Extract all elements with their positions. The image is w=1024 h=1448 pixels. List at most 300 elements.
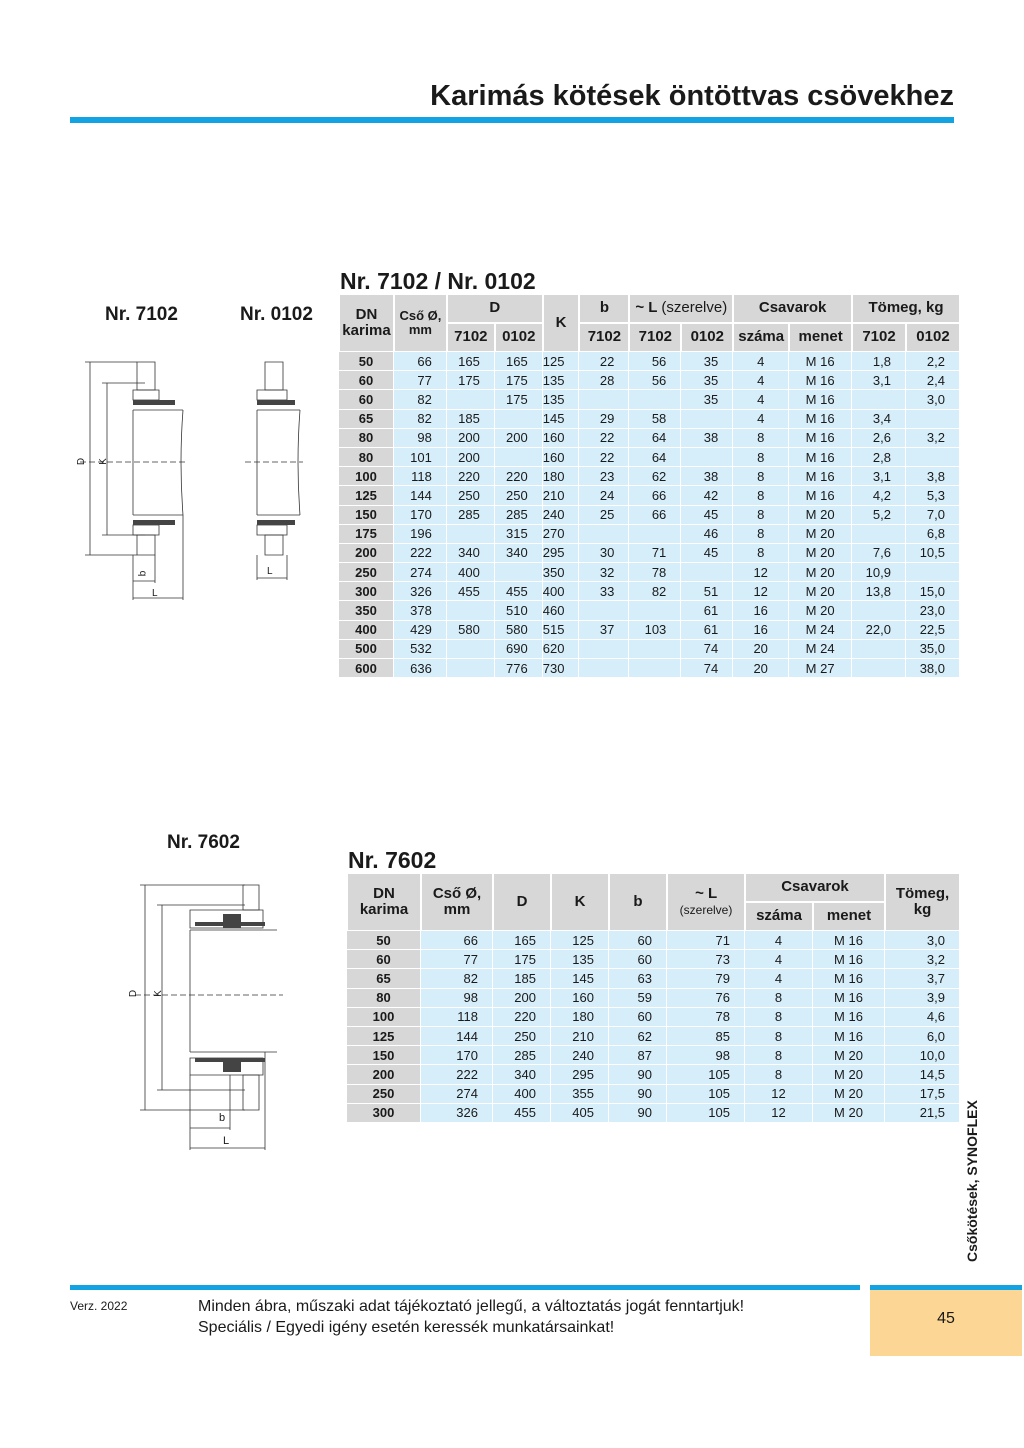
table-row	[339, 429, 960, 448]
table-row	[347, 950, 960, 969]
table-cell: 38	[681, 467, 733, 486]
table-row	[339, 371, 960, 390]
table-cell: 2,8	[852, 448, 906, 467]
table-cell: 455	[447, 582, 495, 601]
table-cell: 35,0	[906, 640, 960, 659]
table-cell: 200	[493, 989, 551, 1008]
table-cell	[629, 659, 681, 678]
cell-dn: 250	[339, 563, 394, 582]
table-cell	[495, 448, 543, 467]
table-cell: 7,0	[906, 506, 960, 525]
table-cell: 580	[495, 621, 543, 640]
table-7102-0102	[339, 294, 960, 678]
cell-dn: 100	[339, 467, 394, 486]
cell-dn: 300	[339, 582, 394, 601]
table-cell: 240	[543, 506, 580, 525]
table-cell: 400	[447, 563, 495, 582]
table-cell: 38	[681, 429, 733, 448]
table-cell	[852, 640, 906, 659]
table-cell: 690	[495, 640, 543, 659]
table-cell: 8	[733, 448, 789, 467]
col-tomeg-7102: 7102	[852, 323, 906, 352]
table-cell: 8	[733, 544, 789, 563]
table-cell: 8	[733, 486, 789, 505]
table-cell: 24	[579, 486, 629, 505]
table-cell: 3,2	[885, 950, 960, 969]
table-cell: 125	[551, 931, 609, 950]
table-cell: 8	[745, 1027, 813, 1046]
col2-menet: menet	[813, 902, 885, 931]
table-cell: 185	[493, 969, 551, 988]
table-cell: M 20	[789, 563, 852, 582]
table-cell: 175	[495, 390, 543, 409]
table-cell: 3,1	[852, 467, 906, 486]
table-cell: 730	[543, 659, 580, 678]
table-cell: 60	[609, 1008, 667, 1027]
table-row	[347, 969, 960, 988]
table-row	[347, 1065, 960, 1084]
col-L-7102: 7102	[629, 323, 681, 352]
col-tomeg: Tömeg, kg	[852, 294, 960, 323]
table-cell: 63	[609, 969, 667, 988]
col-K: K	[543, 294, 580, 352]
cell-dn: 60	[347, 950, 421, 969]
table-cell: 135	[543, 371, 580, 390]
side-category-label: Csőkötések, SYNOFLEX	[964, 1100, 980, 1262]
table-cell: 3,9	[885, 989, 960, 1008]
table-row	[339, 582, 960, 601]
table-cell: 2,4	[906, 371, 960, 390]
table-cell: 210	[543, 486, 580, 505]
table-cell: 85	[667, 1027, 745, 1046]
table-cell: 66	[629, 506, 681, 525]
table-cell: 200	[447, 429, 495, 448]
table-cell	[852, 390, 906, 409]
table-cell: 45	[681, 506, 733, 525]
cell-dn: 80	[347, 989, 421, 1008]
table-cell: 30	[579, 544, 629, 563]
table-cell: 77	[394, 371, 447, 390]
table-cell	[579, 640, 629, 659]
table-cell: 45	[681, 544, 733, 563]
table-cell: 90	[609, 1085, 667, 1104]
table-cell: M 20	[813, 1085, 885, 1104]
table-cell: 8	[745, 1046, 813, 1065]
table-cell: 145	[551, 969, 609, 988]
table-cell: 42	[681, 486, 733, 505]
table-cell	[629, 601, 681, 620]
table-cell	[447, 659, 495, 678]
table-cell: 4	[733, 390, 789, 409]
table-cell: 4	[745, 931, 813, 950]
table-cell: 200	[495, 429, 543, 448]
table-cell: 8	[733, 506, 789, 525]
table-row	[339, 621, 960, 640]
table-cell: 165	[495, 352, 543, 371]
table-cell: 3,2	[906, 429, 960, 448]
table-cell: 105	[667, 1065, 745, 1084]
table-cell: M 16	[813, 950, 885, 969]
cell-dn: 125	[347, 1027, 421, 1046]
section2-title: Nr. 7602	[348, 847, 437, 873]
page-number: 45	[937, 1310, 955, 1327]
cell-dn: 60	[339, 390, 394, 409]
table-cell: M 16	[789, 467, 852, 486]
dim-D-7102: D	[76, 457, 88, 466]
table-cell: 175	[495, 371, 543, 390]
table-cell: 4	[745, 950, 813, 969]
table-cell: 3,8	[906, 467, 960, 486]
table-cell: 118	[394, 467, 447, 486]
table-cell: 58	[629, 410, 681, 429]
table-cell: 160	[543, 429, 580, 448]
col-csavarok: Csavarok	[733, 294, 852, 323]
table-cell: 175	[447, 371, 495, 390]
table-cell: 2,2	[906, 352, 960, 371]
table-cell: M 16	[789, 486, 852, 505]
table-cell	[906, 448, 960, 467]
table-cell: 144	[421, 1027, 493, 1046]
table-cell: 315	[495, 525, 543, 544]
table-cell: 400	[543, 582, 580, 601]
table-cell: 340	[493, 1065, 551, 1084]
col2-tomeg: Tömeg, kg	[885, 873, 960, 931]
table-cell: 8	[745, 1008, 813, 1027]
table-cell: 10,0	[885, 1046, 960, 1065]
table-cell: 175	[493, 950, 551, 969]
table-cell: M 27	[789, 659, 852, 678]
col-dn: DN karima	[339, 294, 394, 352]
table-cell: 103	[629, 621, 681, 640]
figure-7602-title: Nr. 7602	[167, 832, 240, 853]
table-cell: 350	[543, 563, 580, 582]
table-cell: M 16	[813, 1008, 885, 1027]
table-cell: 82	[629, 582, 681, 601]
table-cell: 295	[551, 1065, 609, 1084]
dim-D-7602: D	[128, 989, 140, 998]
table-cell: 5,2	[852, 506, 906, 525]
table-cell: 196	[394, 525, 447, 544]
table-cell: 82	[394, 390, 447, 409]
flange-0102-drawing	[245, 355, 305, 585]
table-cell	[447, 525, 495, 544]
dim-b-7102: b	[137, 570, 149, 577]
table-cell	[447, 601, 495, 620]
table-cell: 170	[421, 1046, 493, 1065]
table-cell: 64	[629, 448, 681, 467]
disclaimer-line-1: Minden ábra, műszaki adat tájékoztató jellegű, a változtatás jogát fenntartjuk!	[198, 1298, 745, 1315]
table-cell: 340	[447, 544, 495, 563]
table-cell: 66	[421, 931, 493, 950]
table-cell: 3,0	[906, 390, 960, 409]
table-cell: 59	[609, 989, 667, 1008]
table-cell: 3,1	[852, 371, 906, 390]
table-cell: 12	[745, 1104, 813, 1123]
table-cell: 4	[745, 969, 813, 988]
table-cell: M 20	[813, 1046, 885, 1065]
table-cell: 378	[394, 601, 447, 620]
table-cell: 1,8	[852, 352, 906, 371]
flange-7102-drawing	[75, 355, 190, 605]
table-cell: M 16	[813, 1027, 885, 1046]
table-cell: 6,8	[906, 525, 960, 544]
table-row	[339, 486, 960, 505]
table-cell: 776	[495, 659, 543, 678]
table-cell	[629, 640, 681, 659]
table-cell: 16	[733, 601, 789, 620]
table-cell: 17,5	[885, 1085, 960, 1104]
table-cell: M 16	[789, 410, 852, 429]
table-cell: 326	[421, 1104, 493, 1123]
col-b-7102: 7102	[579, 323, 629, 352]
table-cell: 135	[543, 390, 580, 409]
table-cell: 220	[447, 467, 495, 486]
cell-dn: 400	[339, 621, 394, 640]
table-row	[339, 448, 960, 467]
table-cell: 510	[495, 601, 543, 620]
table-cell: 3,0	[885, 931, 960, 950]
cell-dn: 500	[339, 640, 394, 659]
table-cell: M 16	[789, 429, 852, 448]
table-row	[339, 544, 960, 563]
table-cell: 620	[543, 640, 580, 659]
table-cell: 250	[495, 486, 543, 505]
table-cell: 180	[551, 1008, 609, 1027]
table-cell: 8	[733, 525, 789, 544]
table-cell: 355	[551, 1085, 609, 1104]
table-cell: 270	[543, 525, 580, 544]
table-cell: M 20	[789, 506, 852, 525]
cell-dn: 200	[347, 1065, 421, 1084]
cell-dn: 150	[347, 1046, 421, 1065]
dim-b-7602: b	[219, 1112, 226, 1124]
table-cell: 28	[579, 371, 629, 390]
table-cell: 56	[629, 352, 681, 371]
figure-0102-title: Nr. 0102	[240, 304, 313, 325]
dim-L-0102: L	[267, 566, 273, 577]
table-cell: 74	[681, 640, 733, 659]
col2-D: D	[493, 873, 551, 931]
table-row	[339, 640, 960, 659]
table-7602	[347, 873, 960, 1123]
cell-dn: 65	[347, 969, 421, 988]
table-cell: 32	[579, 563, 629, 582]
table-cell: 35	[681, 371, 733, 390]
table-cell: M 24	[789, 640, 852, 659]
table-cell: 118	[421, 1008, 493, 1027]
table-row	[347, 931, 960, 950]
table-row	[339, 563, 960, 582]
table-cell: 8	[733, 467, 789, 486]
table-cell: 71	[629, 544, 681, 563]
table-cell: 64	[629, 429, 681, 448]
table-cell: 8	[745, 1065, 813, 1084]
table-row	[339, 390, 960, 409]
table-cell: 62	[609, 1027, 667, 1046]
col2-cso: Cső Ø, mm	[421, 873, 493, 931]
table-cell: 56	[629, 371, 681, 390]
table-cell: 636	[394, 659, 447, 678]
table-cell: 60	[609, 950, 667, 969]
table-cell: 23,0	[906, 601, 960, 620]
table-cell	[495, 410, 543, 429]
table-cell: 12	[733, 563, 789, 582]
table-cell	[681, 448, 733, 467]
col-D-7102: 7102	[447, 323, 495, 352]
table-cell: 77	[421, 950, 493, 969]
table-cell: 25	[579, 506, 629, 525]
col2-K: K	[551, 873, 609, 931]
table-cell	[579, 659, 629, 678]
table-cell: 90	[609, 1104, 667, 1123]
col-b: b	[579, 294, 629, 323]
table-cell: 10,9	[852, 563, 906, 582]
table-cell: 71	[667, 931, 745, 950]
col2-dn: DN karima	[347, 873, 421, 931]
table-cell: 33	[579, 582, 629, 601]
table-row	[347, 1046, 960, 1065]
col-D: D	[447, 294, 543, 323]
dim-L-7102: L	[152, 588, 158, 599]
table-cell: 250	[447, 486, 495, 505]
table-cell: M 20	[789, 544, 852, 563]
dim-K-7602: K	[152, 990, 164, 997]
col-L-0102: 0102	[681, 323, 733, 352]
table-cell: 105	[667, 1104, 745, 1123]
table-cell	[906, 563, 960, 582]
col-cso: Cső Ø, mm	[394, 294, 447, 352]
table-cell: M 20	[789, 582, 852, 601]
table-cell: 76	[667, 989, 745, 1008]
table-cell: 23	[579, 467, 629, 486]
table-cell	[852, 525, 906, 544]
table-row	[339, 525, 960, 544]
table-cell: 8	[733, 429, 789, 448]
table-cell: 78	[629, 563, 681, 582]
cell-dn: 150	[339, 506, 394, 525]
table-cell: 185	[447, 410, 495, 429]
table-cell: 16	[733, 621, 789, 640]
table-cell: 326	[394, 582, 447, 601]
table-cell: 5,3	[906, 486, 960, 505]
table-cell: 20	[733, 640, 789, 659]
cell-dn: 50	[339, 352, 394, 371]
table-cell: 285	[447, 506, 495, 525]
table-cell: 10,5	[906, 544, 960, 563]
table-cell	[579, 390, 629, 409]
disclaimer-line-2: Speciális / Egyedi igény esetén keressék munkatársainkat!	[198, 1319, 615, 1336]
table-cell: 3,4	[852, 410, 906, 429]
table-cell: 200	[447, 448, 495, 467]
table-cell: 4,2	[852, 486, 906, 505]
table-cell: 15,0	[906, 582, 960, 601]
table-cell: 460	[543, 601, 580, 620]
table-cell: M 16	[789, 352, 852, 371]
table-cell: 3,7	[885, 969, 960, 988]
table-cell: 532	[394, 640, 447, 659]
cell-dn: 50	[347, 931, 421, 950]
cell-dn: 80	[339, 429, 394, 448]
table-cell	[495, 563, 543, 582]
table-row	[339, 659, 960, 678]
col-menet: menet	[789, 323, 852, 352]
table-cell: 13,8	[852, 582, 906, 601]
table-cell: 170	[394, 506, 447, 525]
table-cell: M 20	[789, 601, 852, 620]
table-cell: 2,6	[852, 429, 906, 448]
table-cell: 35	[681, 352, 733, 371]
table-cell: M 24	[789, 621, 852, 640]
table-cell: 455	[495, 582, 543, 601]
table-cell: 4	[733, 352, 789, 371]
table-cell: M 20	[789, 525, 852, 544]
table-cell: 82	[394, 410, 447, 429]
col2-csavarok: Csavarok	[745, 873, 885, 902]
title-divider	[70, 117, 954, 123]
table-row	[339, 352, 960, 371]
table-cell: 22,0	[852, 621, 906, 640]
table-row	[347, 989, 960, 1008]
table-row	[347, 1104, 960, 1123]
table-cell	[906, 410, 960, 429]
table-cell: 12	[745, 1085, 813, 1104]
cell-dn: 175	[339, 525, 394, 544]
col2-szama: száma	[745, 902, 813, 931]
table-cell: 160	[543, 448, 580, 467]
table-cell: M 16	[789, 371, 852, 390]
table-cell: 135	[551, 950, 609, 969]
table-cell: M 16	[813, 931, 885, 950]
cell-dn: 80	[339, 448, 394, 467]
table-cell: M 16	[813, 969, 885, 988]
cell-dn: 250	[347, 1085, 421, 1104]
table-cell: 125	[543, 352, 580, 371]
table-cell: 7,6	[852, 544, 906, 563]
table-cell: 37	[579, 621, 629, 640]
table-cell: 66	[629, 486, 681, 505]
table-cell: 87	[609, 1046, 667, 1065]
table-cell: 22	[579, 448, 629, 467]
table-cell: 14,5	[885, 1065, 960, 1084]
table-cell: 82	[421, 969, 493, 988]
table-cell: 220	[493, 1008, 551, 1027]
table-cell: 145	[543, 410, 580, 429]
table-row	[347, 1085, 960, 1104]
table-cell: 60	[609, 931, 667, 950]
table-cell	[852, 659, 906, 678]
table-cell: 220	[495, 467, 543, 486]
table-cell: 22,5	[906, 621, 960, 640]
table-cell: 46	[681, 525, 733, 544]
figure-7102-title: Nr. 7102	[105, 304, 178, 325]
table-cell	[447, 640, 495, 659]
table-cell: 8	[745, 989, 813, 1008]
table-cell: 38,0	[906, 659, 960, 678]
table-row	[339, 467, 960, 486]
table-cell: 61	[681, 621, 733, 640]
table-cell: 455	[493, 1104, 551, 1123]
table-cell: 285	[493, 1046, 551, 1065]
table-cell: M 16	[813, 989, 885, 1008]
col-D-0102: 0102	[495, 323, 543, 352]
table-cell: 222	[394, 544, 447, 563]
table-cell: 98	[421, 989, 493, 1008]
table-row	[347, 1027, 960, 1046]
table-cell	[629, 525, 681, 544]
cell-dn: 350	[339, 601, 394, 620]
dim-L-7602: L	[223, 1135, 230, 1147]
table-cell: 4	[733, 371, 789, 390]
